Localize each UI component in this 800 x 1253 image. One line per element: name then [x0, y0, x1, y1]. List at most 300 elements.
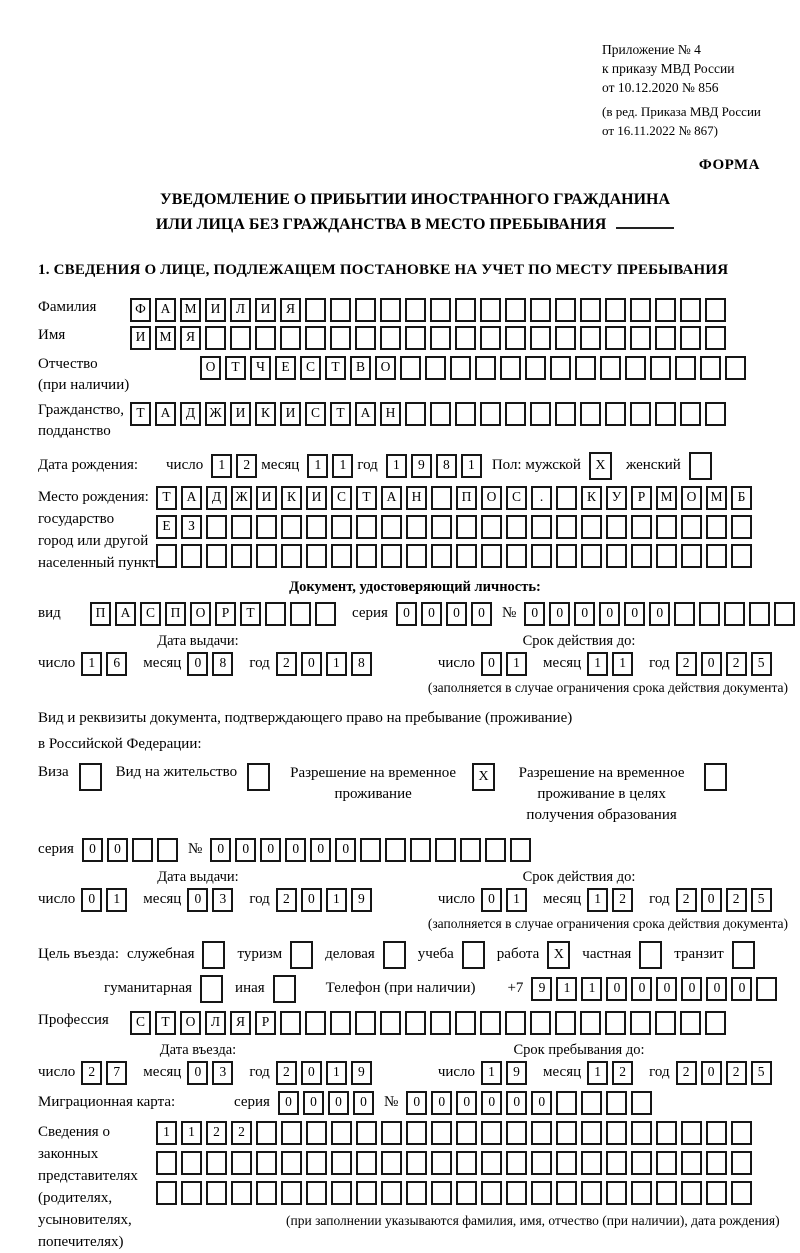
surname-cell[interactable] [680, 298, 701, 322]
representatives-cell[interactable] [581, 1181, 602, 1205]
citizenship-cell[interactable]: И [230, 402, 251, 426]
birth-place-cell[interactable] [456, 515, 477, 539]
purpose-work-checkbox[interactable]: X [547, 941, 570, 969]
name-cell[interactable] [605, 326, 626, 350]
birth-place-cell[interactable]: Е [156, 515, 177, 539]
stay-day-cell[interactable]: 9 [506, 1061, 527, 1085]
representatives-cell[interactable] [156, 1181, 177, 1205]
representatives-cell[interactable] [431, 1121, 452, 1145]
residence-issue-month-cell[interactable]: 3 [212, 888, 233, 912]
migration-card-number-cell[interactable]: 0 [456, 1091, 477, 1115]
residence-issue-month-cell[interactable]: 0 [187, 888, 208, 912]
migration-card-number-cell[interactable]: 0 [406, 1091, 427, 1115]
representatives-cell[interactable] [356, 1181, 377, 1205]
representatives-cell[interactable] [506, 1121, 527, 1145]
representatives-cell[interactable] [381, 1151, 402, 1175]
birth-month-cell[interactable]: 1 [307, 454, 328, 478]
residence-permit-checkbox[interactable] [247, 763, 270, 791]
patronymic-cell[interactable]: Ч [250, 356, 271, 380]
birth-place-cell[interactable]: Ж [231, 486, 252, 510]
profession-cell[interactable] [680, 1011, 701, 1035]
representatives-cell[interactable] [481, 1181, 502, 1205]
citizenship-cell[interactable] [680, 402, 701, 426]
issue-day-cell[interactable]: 1 [81, 652, 102, 676]
phone-cell[interactable]: 0 [656, 977, 677, 1001]
representatives-cell[interactable] [656, 1121, 677, 1145]
birth-place-cell[interactable] [606, 515, 627, 539]
residence-number-cell[interactable]: 0 [335, 838, 356, 862]
name-cell[interactable] [305, 326, 326, 350]
profession-cell[interactable]: Я [230, 1011, 251, 1035]
residence-number-cell[interactable] [485, 838, 506, 862]
citizenship-cell[interactable] [655, 402, 676, 426]
representatives-cell[interactable] [556, 1151, 577, 1175]
representatives-cell[interactable] [381, 1121, 402, 1145]
patronymic-cell[interactable]: О [200, 356, 221, 380]
residence-series-cell[interactable] [132, 838, 153, 862]
doc-type-cell[interactable]: А [115, 602, 136, 626]
doc-number-cell[interactable] [724, 602, 745, 626]
purpose-official-checkbox[interactable] [202, 941, 225, 969]
doc-type-cell[interactable]: О [190, 602, 211, 626]
representatives-cell[interactable] [556, 1181, 577, 1205]
representatives-cell[interactable] [331, 1181, 352, 1205]
migration-card-number-cell[interactable]: 0 [531, 1091, 552, 1115]
profession-cell[interactable]: Т [155, 1011, 176, 1035]
birth-day-cell[interactable]: 2 [236, 454, 257, 478]
birth-place-cell[interactable] [706, 544, 727, 568]
representatives-cell[interactable] [606, 1121, 627, 1145]
citizenship-cell[interactable] [630, 402, 651, 426]
birth-place-cell[interactable] [331, 515, 352, 539]
migration-card-series-cell[interactable]: 0 [328, 1091, 349, 1115]
representatives-cell[interactable] [681, 1121, 702, 1145]
patronymic-cell[interactable] [400, 356, 421, 380]
surname-cell[interactable] [355, 298, 376, 322]
citizenship-cell[interactable] [605, 402, 626, 426]
patronymic-cell[interactable] [725, 356, 746, 380]
birth-place-cell[interactable]: С [331, 486, 352, 510]
entry-year-cell[interactable]: 0 [301, 1061, 322, 1085]
profession-cell[interactable] [705, 1011, 726, 1035]
birth-place-cell[interactable]: Н [406, 486, 427, 510]
profession-cell[interactable]: Л [205, 1011, 226, 1035]
patronymic-cell[interactable]: О [375, 356, 396, 380]
doc-number-cell[interactable]: 0 [599, 602, 620, 626]
migration-card-number-cell[interactable]: 0 [506, 1091, 527, 1115]
issue-day-cell[interactable]: 6 [106, 652, 127, 676]
representatives-cell[interactable] [281, 1151, 302, 1175]
representatives-cell[interactable] [206, 1181, 227, 1205]
citizenship-cell[interactable]: К [255, 402, 276, 426]
citizenship-cell[interactable] [430, 402, 451, 426]
patronymic-cell[interactable] [675, 356, 696, 380]
purpose-study-checkbox[interactable] [462, 941, 485, 969]
profession-cell[interactable] [530, 1011, 551, 1035]
birth-place-cell[interactable] [481, 544, 502, 568]
residence-series-cell[interactable]: 0 [82, 838, 103, 862]
birth-place-cell[interactable]: Т [356, 486, 377, 510]
residence-series-cell[interactable]: 0 [107, 838, 128, 862]
birth-place-cell[interactable] [631, 544, 652, 568]
phone-cell[interactable]: 1 [581, 977, 602, 1001]
visa-checkbox[interactable] [79, 763, 102, 791]
doc-number-cell[interactable]: 0 [649, 602, 670, 626]
name-cell[interactable] [405, 326, 426, 350]
representatives-cell[interactable] [631, 1181, 652, 1205]
representatives-cell[interactable] [531, 1151, 552, 1175]
entry-day-cell[interactable]: 2 [81, 1061, 102, 1085]
phone-cell[interactable]: 0 [606, 977, 627, 1001]
profession-cell[interactable] [430, 1011, 451, 1035]
stay-year-cell[interactable]: 5 [751, 1061, 772, 1085]
issue-year-cell[interactable]: 8 [351, 652, 372, 676]
birth-place-cell[interactable] [356, 544, 377, 568]
citizenship-cell[interactable]: Т [130, 402, 151, 426]
entry-year-cell[interactable]: 1 [326, 1061, 347, 1085]
representatives-cell[interactable] [181, 1181, 202, 1205]
citizenship-cell[interactable] [580, 402, 601, 426]
doc-series-cell[interactable]: 0 [421, 602, 442, 626]
representatives-cell[interactable] [556, 1121, 577, 1145]
residence-number-cell[interactable]: 0 [210, 838, 231, 862]
representatives-cell[interactable]: 1 [156, 1121, 177, 1145]
patronymic-cell[interactable]: Т [225, 356, 246, 380]
stay-year-cell[interactable]: 0 [701, 1061, 722, 1085]
surname-cell[interactable]: Л [230, 298, 251, 322]
patronymic-cell[interactable]: С [300, 356, 321, 380]
name-cell[interactable] [655, 326, 676, 350]
birth-place-cell[interactable]: А [381, 486, 402, 510]
doc-number-cell[interactable] [749, 602, 770, 626]
birth-place-cell[interactable] [506, 515, 527, 539]
birth-place-cell[interactable] [656, 515, 677, 539]
birth-place-cell[interactable] [306, 544, 327, 568]
residence-valid-month-cell[interactable]: 2 [612, 888, 633, 912]
valid-year-cell[interactable]: 5 [751, 652, 772, 676]
representatives-cell[interactable] [581, 1121, 602, 1145]
residence-valid-year-cell[interactable]: 2 [676, 888, 697, 912]
birth-place-cell[interactable] [556, 515, 577, 539]
surname-cell[interactable]: И [205, 298, 226, 322]
birth-place-cell[interactable] [406, 515, 427, 539]
patronymic-cell[interactable]: Т [325, 356, 346, 380]
name-cell[interactable] [255, 326, 276, 350]
representatives-cell[interactable]: 2 [231, 1121, 252, 1145]
residence-valid-day-cell[interactable]: 1 [506, 888, 527, 912]
name-cell[interactable] [480, 326, 501, 350]
patronymic-cell[interactable] [600, 356, 621, 380]
representatives-cell[interactable] [331, 1151, 352, 1175]
name-cell[interactable] [380, 326, 401, 350]
residence-number-cell[interactable]: 0 [235, 838, 256, 862]
birth-year-cell[interactable]: 8 [436, 454, 457, 478]
citizenship-cell[interactable]: Н [380, 402, 401, 426]
residence-issue-day-cell[interactable]: 0 [81, 888, 102, 912]
issue-year-cell[interactable]: 0 [301, 652, 322, 676]
representatives-cell[interactable] [231, 1151, 252, 1175]
phone-cell[interactable] [756, 977, 777, 1001]
name-cell[interactable] [205, 326, 226, 350]
profession-cell[interactable] [380, 1011, 401, 1035]
residence-number-cell[interactable]: 0 [260, 838, 281, 862]
representatives-cell[interactable] [306, 1151, 327, 1175]
representatives-cell[interactable] [256, 1181, 277, 1205]
entry-year-cell[interactable]: 2 [276, 1061, 297, 1085]
phone-cell[interactable]: 0 [631, 977, 652, 1001]
residence-valid-month-cell[interactable]: 1 [587, 888, 608, 912]
representatives-cell[interactable] [156, 1151, 177, 1175]
entry-year-cell[interactable]: 9 [351, 1061, 372, 1085]
birth-place-cell[interactable]: . [531, 486, 552, 510]
purpose-other-checkbox[interactable] [273, 975, 296, 1003]
purpose-tourism-checkbox[interactable] [290, 941, 313, 969]
birth-place-cell[interactable] [281, 515, 302, 539]
surname-cell[interactable] [455, 298, 476, 322]
surname-cell[interactable] [555, 298, 576, 322]
migration-card-series-cell[interactable]: 0 [278, 1091, 299, 1115]
birth-place-cell[interactable] [456, 544, 477, 568]
surname-cell[interactable]: А [155, 298, 176, 322]
residence-valid-day-cell[interactable]: 0 [481, 888, 502, 912]
surname-cell[interactable] [580, 298, 601, 322]
surname-cell[interactable] [305, 298, 326, 322]
representatives-cell[interactable] [731, 1181, 752, 1205]
patronymic-cell[interactable] [575, 356, 596, 380]
birth-place-cell[interactable] [356, 515, 377, 539]
residence-valid-year-cell[interactable]: 5 [751, 888, 772, 912]
citizenship-cell[interactable] [480, 402, 501, 426]
citizenship-cell[interactable] [505, 402, 526, 426]
profession-cell[interactable] [355, 1011, 376, 1035]
sex-female-checkbox[interactable] [689, 452, 712, 480]
birth-place-cell[interactable]: М [656, 486, 677, 510]
name-cell[interactable] [630, 326, 651, 350]
name-cell[interactable] [580, 326, 601, 350]
name-cell[interactable]: М [155, 326, 176, 350]
profession-cell[interactable] [480, 1011, 501, 1035]
representatives-cell[interactable] [656, 1181, 677, 1205]
name-cell[interactable] [430, 326, 451, 350]
birth-place-cell[interactable] [431, 486, 452, 510]
birth-place-cell[interactable] [581, 544, 602, 568]
birth-place-cell[interactable] [406, 544, 427, 568]
birth-place-cell[interactable] [681, 515, 702, 539]
valid-day-cell[interactable]: 1 [506, 652, 527, 676]
issue-month-cell[interactable]: 8 [212, 652, 233, 676]
birth-place-cell[interactable] [256, 544, 277, 568]
profession-cell[interactable] [655, 1011, 676, 1035]
issue-year-cell[interactable]: 1 [326, 652, 347, 676]
doc-series-cell[interactable]: 0 [396, 602, 417, 626]
doc-number-cell[interactable]: 0 [574, 602, 595, 626]
profession-cell[interactable] [555, 1011, 576, 1035]
representatives-cell[interactable] [731, 1151, 752, 1175]
name-cell[interactable] [680, 326, 701, 350]
birth-place-cell[interactable]: О [681, 486, 702, 510]
birth-month-cell[interactable]: 1 [332, 454, 353, 478]
birth-place-cell[interactable] [256, 515, 277, 539]
residence-number-cell[interactable] [510, 838, 531, 862]
purpose-business-checkbox[interactable] [383, 941, 406, 969]
birth-place-cell[interactable]: Б [731, 486, 752, 510]
representatives-cell[interactable] [631, 1151, 652, 1175]
residence-number-cell[interactable] [360, 838, 381, 862]
representatives-cell[interactable] [356, 1121, 377, 1145]
valid-day-cell[interactable]: 0 [481, 652, 502, 676]
birth-place-cell[interactable] [531, 544, 552, 568]
doc-type-cell[interactable]: С [140, 602, 161, 626]
birth-place-cell[interactable] [606, 544, 627, 568]
doc-type-cell[interactable]: П [165, 602, 186, 626]
citizenship-cell[interactable] [705, 402, 726, 426]
valid-month-cell[interactable]: 1 [587, 652, 608, 676]
birth-year-cell[interactable]: 1 [461, 454, 482, 478]
birth-place-cell[interactable] [156, 544, 177, 568]
birth-place-cell[interactable] [706, 515, 727, 539]
residence-issue-year-cell[interactable]: 1 [326, 888, 347, 912]
name-cell[interactable] [455, 326, 476, 350]
residence-issue-year-cell[interactable]: 0 [301, 888, 322, 912]
birth-place-cell[interactable] [306, 515, 327, 539]
doc-number-cell[interactable] [674, 602, 695, 626]
representatives-cell[interactable] [481, 1121, 502, 1145]
surname-cell[interactable] [530, 298, 551, 322]
phone-cell[interactable]: 0 [681, 977, 702, 1001]
birth-place-cell[interactable] [181, 544, 202, 568]
birth-place-cell[interactable] [731, 544, 752, 568]
entry-day-cell[interactable]: 7 [106, 1061, 127, 1085]
birth-day-cell[interactable]: 1 [211, 454, 232, 478]
entry-month-cell[interactable]: 0 [187, 1061, 208, 1085]
surname-cell[interactable] [380, 298, 401, 322]
stay-day-cell[interactable]: 1 [481, 1061, 502, 1085]
birth-year-cell[interactable]: 9 [411, 454, 432, 478]
representatives-cell[interactable] [506, 1181, 527, 1205]
doc-type-cell[interactable] [315, 602, 336, 626]
representatives-cell[interactable] [606, 1151, 627, 1175]
residence-number-cell[interactable]: 0 [285, 838, 306, 862]
birth-place-cell[interactable]: М [706, 486, 727, 510]
representatives-cell[interactable] [356, 1151, 377, 1175]
citizenship-cell[interactable]: А [355, 402, 376, 426]
doc-series-cell[interactable]: 0 [471, 602, 492, 626]
citizenship-cell[interactable] [555, 402, 576, 426]
surname-cell[interactable] [330, 298, 351, 322]
issue-year-cell[interactable]: 2 [276, 652, 297, 676]
patronymic-cell[interactable]: В [350, 356, 371, 380]
birth-place-cell[interactable] [231, 544, 252, 568]
stay-year-cell[interactable]: 2 [726, 1061, 747, 1085]
surname-cell[interactable]: Я [280, 298, 301, 322]
surname-cell[interactable] [630, 298, 651, 322]
migration-card-number-cell[interactable] [556, 1091, 577, 1115]
birth-place-cell[interactable] [506, 544, 527, 568]
representatives-cell[interactable] [406, 1181, 427, 1205]
representatives-cell[interactable] [506, 1151, 527, 1175]
valid-year-cell[interactable]: 0 [701, 652, 722, 676]
birth-place-cell[interactable] [656, 544, 677, 568]
birth-place-cell[interactable] [556, 544, 577, 568]
representatives-cell[interactable] [706, 1151, 727, 1175]
representatives-cell[interactable] [231, 1181, 252, 1205]
birth-place-cell[interactable]: П [456, 486, 477, 510]
representatives-cell[interactable] [256, 1121, 277, 1145]
profession-cell[interactable] [630, 1011, 651, 1035]
temp-residence-checkbox[interactable]: X [472, 763, 495, 791]
representatives-cell[interactable] [631, 1121, 652, 1145]
representatives-cell[interactable] [456, 1121, 477, 1145]
birth-place-cell[interactable] [431, 515, 452, 539]
surname-cell[interactable] [605, 298, 626, 322]
birth-place-cell[interactable] [206, 515, 227, 539]
profession-cell[interactable] [330, 1011, 351, 1035]
representatives-cell[interactable] [606, 1181, 627, 1205]
birth-place-cell[interactable]: Р [631, 486, 652, 510]
name-cell[interactable] [705, 326, 726, 350]
patronymic-cell[interactable] [550, 356, 571, 380]
phone-cell[interactable]: 0 [706, 977, 727, 1001]
residence-number-cell[interactable] [385, 838, 406, 862]
purpose-transit-checkbox[interactable] [732, 941, 755, 969]
residence-issue-day-cell[interactable]: 1 [106, 888, 127, 912]
migration-card-number-cell[interactable] [581, 1091, 602, 1115]
citizenship-cell[interactable]: А [155, 402, 176, 426]
representatives-cell[interactable] [306, 1181, 327, 1205]
doc-series-cell[interactable]: 0 [446, 602, 467, 626]
representatives-cell[interactable] [431, 1181, 452, 1205]
representatives-cell[interactable] [656, 1151, 677, 1175]
birth-place-cell[interactable] [206, 544, 227, 568]
profession-cell[interactable]: С [130, 1011, 151, 1035]
profession-cell[interactable] [455, 1011, 476, 1035]
representatives-cell[interactable] [431, 1151, 452, 1175]
representatives-cell[interactable] [406, 1151, 427, 1175]
valid-year-cell[interactable]: 2 [726, 652, 747, 676]
residence-issue-year-cell[interactable]: 9 [351, 888, 372, 912]
representatives-cell[interactable] [706, 1121, 727, 1145]
migration-card-number-cell[interactable]: 0 [481, 1091, 502, 1115]
migration-card-number-cell[interactable]: 0 [431, 1091, 452, 1115]
birth-place-cell[interactable]: Д [206, 486, 227, 510]
stay-month-cell[interactable]: 2 [612, 1061, 633, 1085]
representatives-cell[interactable] [681, 1151, 702, 1175]
patronymic-cell[interactable] [525, 356, 546, 380]
profession-cell[interactable] [505, 1011, 526, 1035]
name-cell[interactable] [330, 326, 351, 350]
patronymic-cell[interactable] [625, 356, 646, 380]
birth-place-cell[interactable] [556, 486, 577, 510]
surname-cell[interactable]: И [255, 298, 276, 322]
birth-place-cell[interactable] [381, 544, 402, 568]
doc-number-cell[interactable] [699, 602, 720, 626]
surname-cell[interactable]: М [180, 298, 201, 322]
patronymic-cell[interactable] [500, 356, 521, 380]
patronymic-cell[interactable]: Е [275, 356, 296, 380]
birth-place-cell[interactable] [581, 515, 602, 539]
name-cell[interactable] [555, 326, 576, 350]
representatives-cell[interactable] [681, 1181, 702, 1205]
residence-number-cell[interactable]: 0 [310, 838, 331, 862]
temp-residence-education-checkbox[interactable] [704, 763, 727, 791]
phone-cell[interactable]: 9 [531, 977, 552, 1001]
name-cell[interactable] [530, 326, 551, 350]
representatives-cell[interactable]: 1 [181, 1121, 202, 1145]
representatives-cell[interactable] [381, 1181, 402, 1205]
doc-type-cell[interactable] [290, 602, 311, 626]
citizenship-cell[interactable]: Д [180, 402, 201, 426]
birth-place-cell[interactable]: К [281, 486, 302, 510]
